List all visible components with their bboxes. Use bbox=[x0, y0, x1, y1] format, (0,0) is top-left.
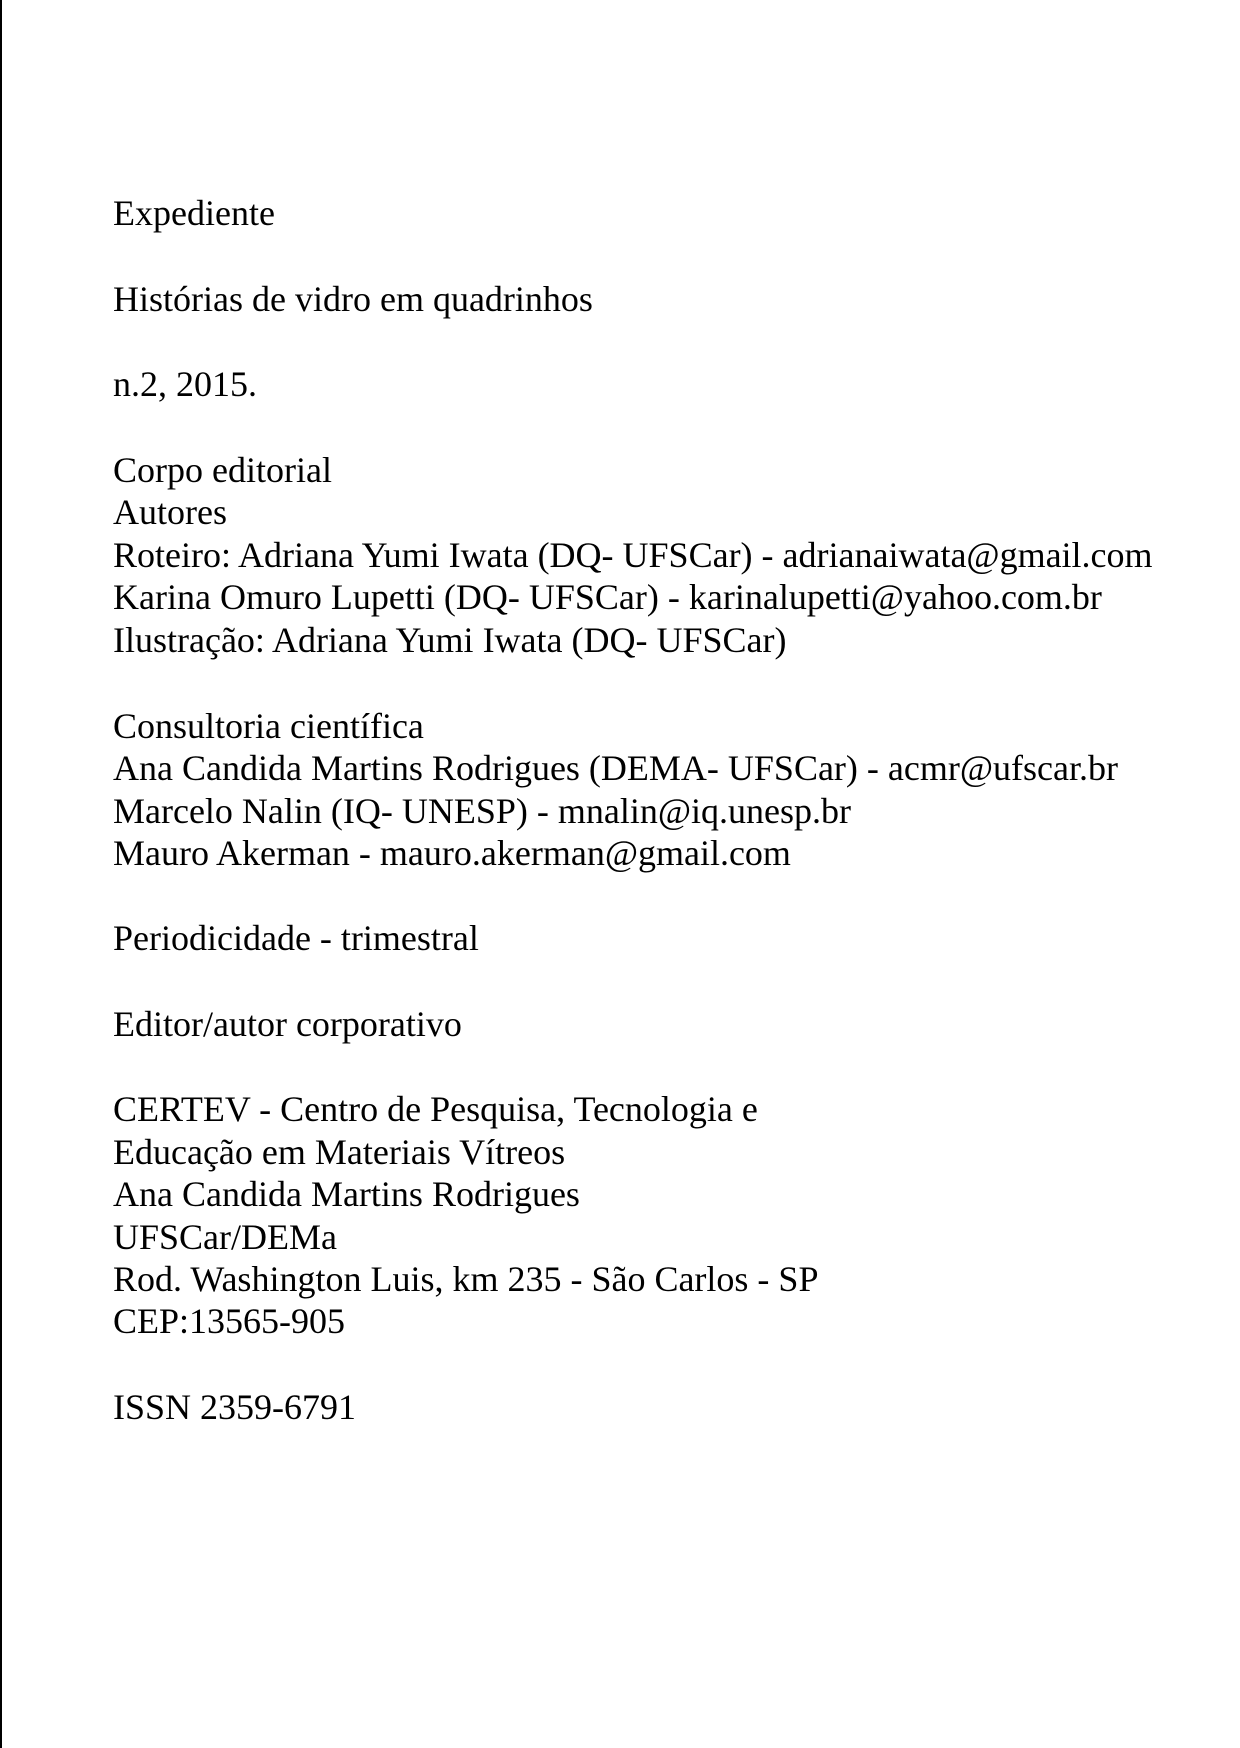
ilustracao-line: Ilustração: Adriana Yumi Iwata (DQ- UFSCar) bbox=[113, 620, 787, 660]
consultoria-heading: Consultoria científica bbox=[113, 706, 424, 746]
autores-heading: Autores bbox=[113, 492, 227, 532]
editor-line: Educação em Materiais Vítreos bbox=[113, 1132, 566, 1172]
periodicidade-line: Periodicidade - trimestral bbox=[113, 918, 479, 958]
consultoria-member: Ana Candida Martins Rodrigues (DEMA- UFSCar) - acmr@ufscar.br bbox=[113, 748, 1118, 788]
editor-line: Ana Candida Martins Rodrigues bbox=[113, 1174, 580, 1214]
issn-line: ISSN 2359-6791 bbox=[113, 1387, 357, 1427]
roteiro-line: Roteiro: Adriana Yumi Iwata (DQ- UFSCar) - adrianaiwata@gmail.com bbox=[113, 535, 1153, 575]
editor-cep-line: CEP:13565-905 bbox=[113, 1301, 346, 1341]
consultoria-member: Mauro Akerman - mauro.akerman@gmail.com bbox=[113, 833, 791, 873]
editor-line: CERTEV - Centro de Pesquisa, Tecnologia e bbox=[113, 1089, 758, 1129]
page-left-border bbox=[0, 0, 2, 1748]
editor-address-line: Rod. Washington Luis, km 235 - São Carlos - SP bbox=[113, 1259, 819, 1299]
issue-number: n.2, 2015. bbox=[113, 364, 257, 404]
editor-line: UFSCar/DEMa bbox=[113, 1217, 337, 1257]
publication-title: Histórias de vidro em quadrinhos bbox=[113, 279, 593, 319]
editor-heading: Editor/autor corporativo bbox=[113, 1004, 462, 1044]
expediente-heading: Expediente bbox=[113, 193, 275, 233]
roteiro-line-2: Karina Omuro Lupetti (DQ- UFSCar) - karinalupetti@yahoo.com.br bbox=[113, 577, 1102, 617]
consultoria-member: Marcelo Nalin (IQ- UNESP) - mnalin@iq.unesp.br bbox=[113, 791, 851, 831]
corpo-editorial-heading: Corpo editorial bbox=[113, 450, 332, 490]
